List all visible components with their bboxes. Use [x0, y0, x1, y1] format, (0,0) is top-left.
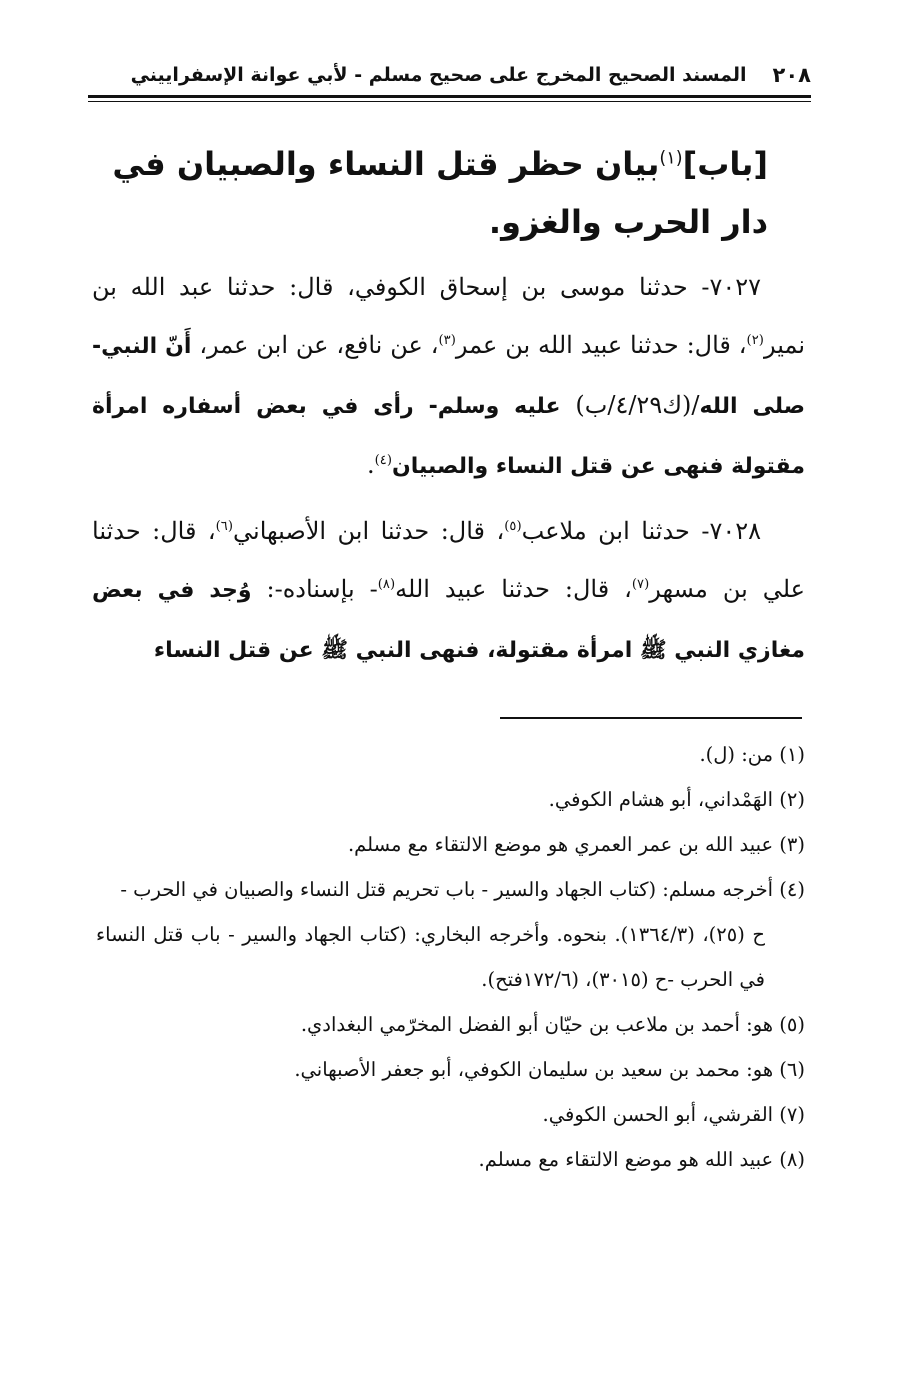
- hadith-text: ، قال: حدثنا علي بن مسهر: [92, 517, 806, 603]
- hadith-text: ٧٠٢٨- حدثنا ابن ملاعب: [521, 517, 762, 545]
- footnote-ref: (٧): [631, 577, 650, 592]
- chapter-bracket-close: ]: [682, 145, 698, 183]
- running-header: [88, 58, 811, 92]
- hadith-text: ، عن نافع، عن ابن عمر،: [199, 331, 439, 359]
- manuscript-folio: /(ك٤/٢٩/ب): [575, 391, 700, 419]
- footnote-7: (٧) القرشي، أبو الحسن الكوفي.: [542, 1103, 805, 1126]
- hadith-text: ، قال: حدثنا عبيد الله بن عمر: [455, 331, 747, 359]
- footnote-ref: (٦): [215, 519, 234, 534]
- footnote-6: (٦) هو: محمد بن سعيد بن سليمان الكوفي، أبو جعفر الأصبهاني.: [294, 1058, 805, 1081]
- hadith-text: ، قال: حدثنا ابن الأصبهاني: [233, 517, 505, 545]
- header-title: المسند الصحيح المخرج على صحيح مسلم - لأبي عوانة الإسفراييني: [130, 64, 747, 86]
- footnote-ref: (٥): [504, 519, 522, 534]
- footnotes: [96, 732, 805, 1182]
- hadith-matn: أَنّ النبي-صلى الله: [92, 334, 805, 419]
- chapter-title: [100, 135, 768, 251]
- chapter-title-text: بيان حظر قتل النساء والصبيان في دار الحرب والغزو: [112, 145, 768, 241]
- footnote-4: [96, 867, 805, 1002]
- hadith-text: ، قال: حدثنا عبيد الله: [395, 575, 632, 603]
- header-rule-thin: [88, 101, 811, 102]
- hadith-matn: وُجد في بعض مغازي النبي ﷺ امرأة مقتولة، فنهى النبي ﷺ عن قتل النساء: [92, 578, 805, 663]
- footnote-ref: (٤): [374, 453, 393, 468]
- footnote-ref: (١): [659, 148, 683, 169]
- main-text: [92, 258, 805, 686]
- footnote-ref: (٣): [438, 333, 456, 348]
- hadith-text: - بإسناده-:: [251, 575, 378, 603]
- hadith-7027: [92, 258, 805, 496]
- hadith-7028: [92, 502, 805, 680]
- footnote-ref: (٨): [377, 577, 396, 592]
- hadith-end: .: [366, 451, 375, 479]
- footnote-2: (٢) الهَمْداني، أبو هشام الكوفي.: [548, 788, 805, 811]
- footnote-8: (٨) عبيد الله هو موضع الالتقاء مع مسلم.: [478, 1148, 805, 1171]
- chapter-title-end: .: [488, 203, 502, 241]
- hadith-matn: عليه وسلم- رأى في بعض أسفاره امرأة مقتولة فنهى عن قتل النساء والصبيان: [92, 394, 805, 479]
- chapter-bracket-open: [: [753, 145, 768, 183]
- footnote-ref: (٢): [746, 333, 764, 348]
- footnote-5: (٥) هو: أحمد بن ملاعب بن حيّان أبو الفضل المخرّمي البغدادي.: [300, 1013, 805, 1036]
- chapter-word: باب: [697, 145, 754, 183]
- header-rule: [88, 95, 811, 98]
- footnote-4-continuation: ح (٢٥)، (١٣٦٤/٣). بنحوه. وأخرجه البخاري: (كتاب الجهاد والسير - باب قتل النساء في الحرب -ح (٣٠١٥)، (١٧٢/٦فتح).: [96, 923, 765, 991]
- footnote-1: (١) من: (ل).: [699, 743, 805, 766]
- hadith-text: ٧٠٢٧- حدثنا موسى بن إسحاق الكوفي، قال: حدثنا عبد الله بن نمير: [92, 273, 805, 359]
- footnote-3: (٣) عبيد الله بن عمر العمري هو موضع الالتقاء مع مسلم.: [347, 833, 805, 856]
- footnote-4-line: (٤) أخرجه مسلم: (كتاب الجهاد والسير - باب تحريم قتل النساء والصبيان في الحرب -: [120, 878, 805, 901]
- footnote-separator: [500, 717, 802, 719]
- page-number: ٢٠٨: [772, 63, 811, 87]
